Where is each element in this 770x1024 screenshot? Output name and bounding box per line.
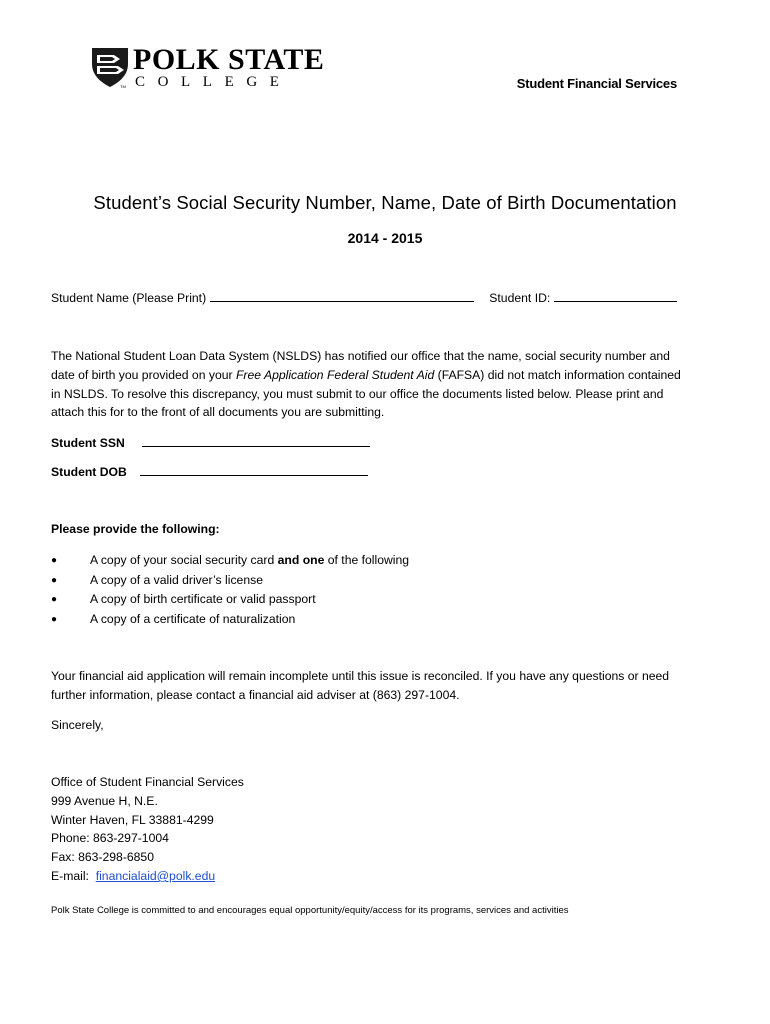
list-item-text: A copy of your social security card (90, 553, 278, 567)
ssn-field[interactable] (142, 434, 370, 447)
ssn-row (51, 434, 370, 453)
student-id-label: Student ID: (489, 291, 551, 305)
notice-fafsa-italic: Free Application Federal Student Aid (235, 367, 435, 382)
dob-field[interactable] (140, 463, 368, 476)
email-link[interactable]: financialaid@polk.edu (95, 868, 216, 883)
office-street: 999 Avenue H, N.E. (51, 793, 158, 808)
list-item (51, 571, 409, 591)
document-title: Student’s Social Security Number, Name, Date of Birth Documentation (93, 192, 677, 213)
bullet-icon: ● (51, 555, 58, 566)
logo-trademark: TM (120, 84, 126, 89)
dob-row (51, 463, 368, 482)
email-label: E-mail: (51, 868, 96, 883)
office-city: Winter Haven, FL 33881-4299 (51, 812, 214, 827)
equal-opportunity-footer: Polk State College is committed to and encourages equal opportunity/equity/access for its programs, services and activities (51, 905, 569, 916)
shield-logo-icon (90, 46, 130, 88)
list-item (51, 590, 409, 610)
bullet-icon: ● (51, 613, 58, 625)
logo-text-college: COLLEGE (135, 74, 292, 90)
list-item-bold-text: and one (277, 553, 325, 567)
list-item-text: of the following (324, 553, 410, 567)
list-item-text: A copy of birth certificate or valid passport (90, 592, 316, 606)
list-item-text: A copy of a valid driver’s license (90, 572, 263, 587)
nslds-notice (51, 347, 691, 422)
department-name: Student Financial Services (516, 76, 677, 91)
office-name: Office of Student Financial Services (51, 775, 244, 789)
bullet-icon: ● (51, 594, 58, 605)
notice-text-1: The National Student Loan Data System (NSLDS) has notified our office that the name, social security number and date of birth you provided on your (51, 349, 670, 382)
dob-label: Student DOB (51, 465, 127, 479)
college-logo (90, 44, 350, 92)
academic-year: 2014 - 2015 (347, 230, 423, 246)
notice-text-2: (FAFSA) did not match information contained in NSLDS. To resolve this discrepancy, you must submit to our office the documents listed below. Please print and attach this for to the front of all documents you are submitting. (51, 367, 681, 420)
office-fax: Fax: 863-298-6850 (51, 850, 154, 865)
required-documents-list (51, 551, 409, 629)
list-item (51, 551, 409, 571)
office-address (51, 773, 244, 886)
bullet-icon: ● (51, 574, 58, 586)
student-name-id-row (51, 289, 677, 308)
student-name-field[interactable] (210, 289, 474, 302)
ssn-label: Student SSN (51, 436, 125, 450)
office-phone: Phone: 863-297-1004 (51, 831, 169, 846)
office-email-row (51, 867, 244, 886)
student-id-field[interactable] (554, 289, 677, 302)
list-item-text: A copy of a certificate of naturalization (90, 611, 296, 626)
closing-paragraph: Your financial aid application will remain incomplete until this issue is reconciled. If you have any questions or need further information, please contact a financial aid adviser at (863) 297-1004. (51, 669, 670, 702)
student-name-label: Student Name (Please Print) (51, 291, 207, 305)
logo-text-polk-state: POLK STATE (133, 43, 325, 76)
list-item (51, 610, 409, 630)
provide-heading: Please provide the following: (51, 522, 220, 536)
sincerely: Sincerely, (51, 718, 104, 732)
